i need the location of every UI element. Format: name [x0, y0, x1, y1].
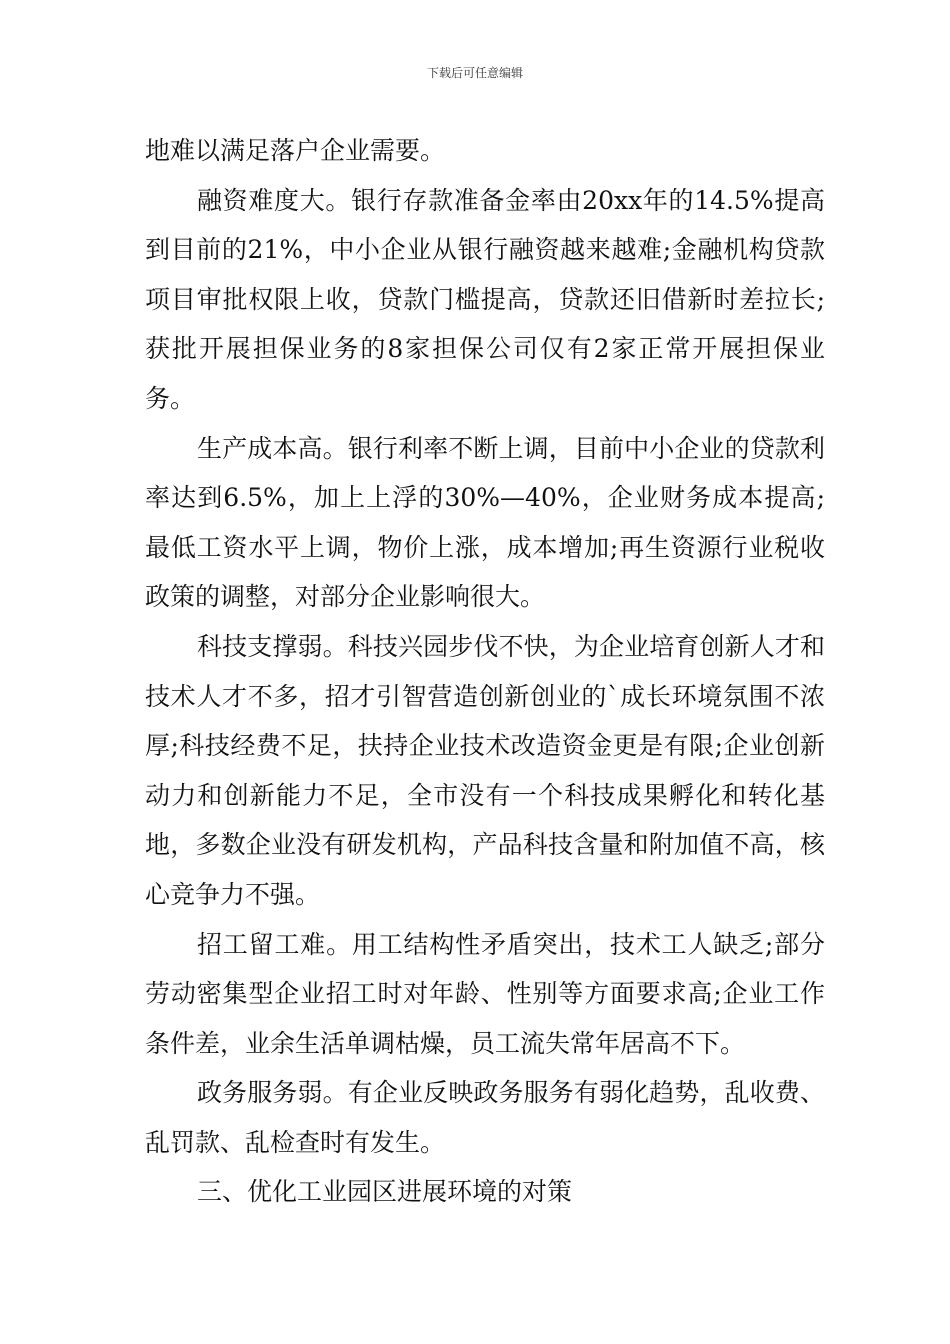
- paragraph-production-cost: 生产成本高。银行利率不断上调，目前中小企业的贷款利率达到6.5%，加上上浮的30%—40%，企业财务成本提高;最低工资水平上调，物价上涨，成本增加;再生资源行业税收政策的调整，对部分企业影响很大。: [145, 433, 825, 612]
- section-heading: 三、优化工业园区进展环境的对策: [197, 1177, 573, 1207]
- paragraph-financing: 融资难度大。银行存款准备金率由20xx年的14.5%提高到目前的21%，中小企业从银行融资越来越难;金融机构贷款项目审批权限上收，贷款门槛提高，贷款还旧借新时差拉长;获批开展担保业务的8家担保公司仅有2家正常开展担保业务。: [145, 185, 825, 413]
- page-header: 下载后可任意编辑: [426, 66, 523, 80]
- paragraph-government-service: 政务服务弱。有企业反映政务服务有弱化趋势，乱收费、乱罚款、乱检查时有发生。: [145, 1078, 825, 1157]
- paragraph-continuation: 地难以满足落户企业需要。: [145, 136, 446, 165]
- paragraph-technology-support: 科技支撑弱。科技兴园步伐不快，为企业培育创新人才和技术人才不多，招才引智营造创新创业的`成长环境氛围不浓厚;科技经费不足，扶持企业技术改造资金更是有限;企业创新动力和创新能力不足，全市没有一个科技成果孵化和转化基地，多数企业没有研发机构，产品科技含量和附加值不高，核心竞争力不强。: [145, 631, 825, 909]
- document-body: [145, 126, 825, 1217]
- paragraph-recruitment: 招工留工难。用工结构性矛盾突出，技术工人缺乏;部分劳动密集型企业招工时对年龄、性别等方面要求高;企业工作条件差，业余生活单调枯燥，员工流失常年居高不下。: [145, 929, 825, 1058]
